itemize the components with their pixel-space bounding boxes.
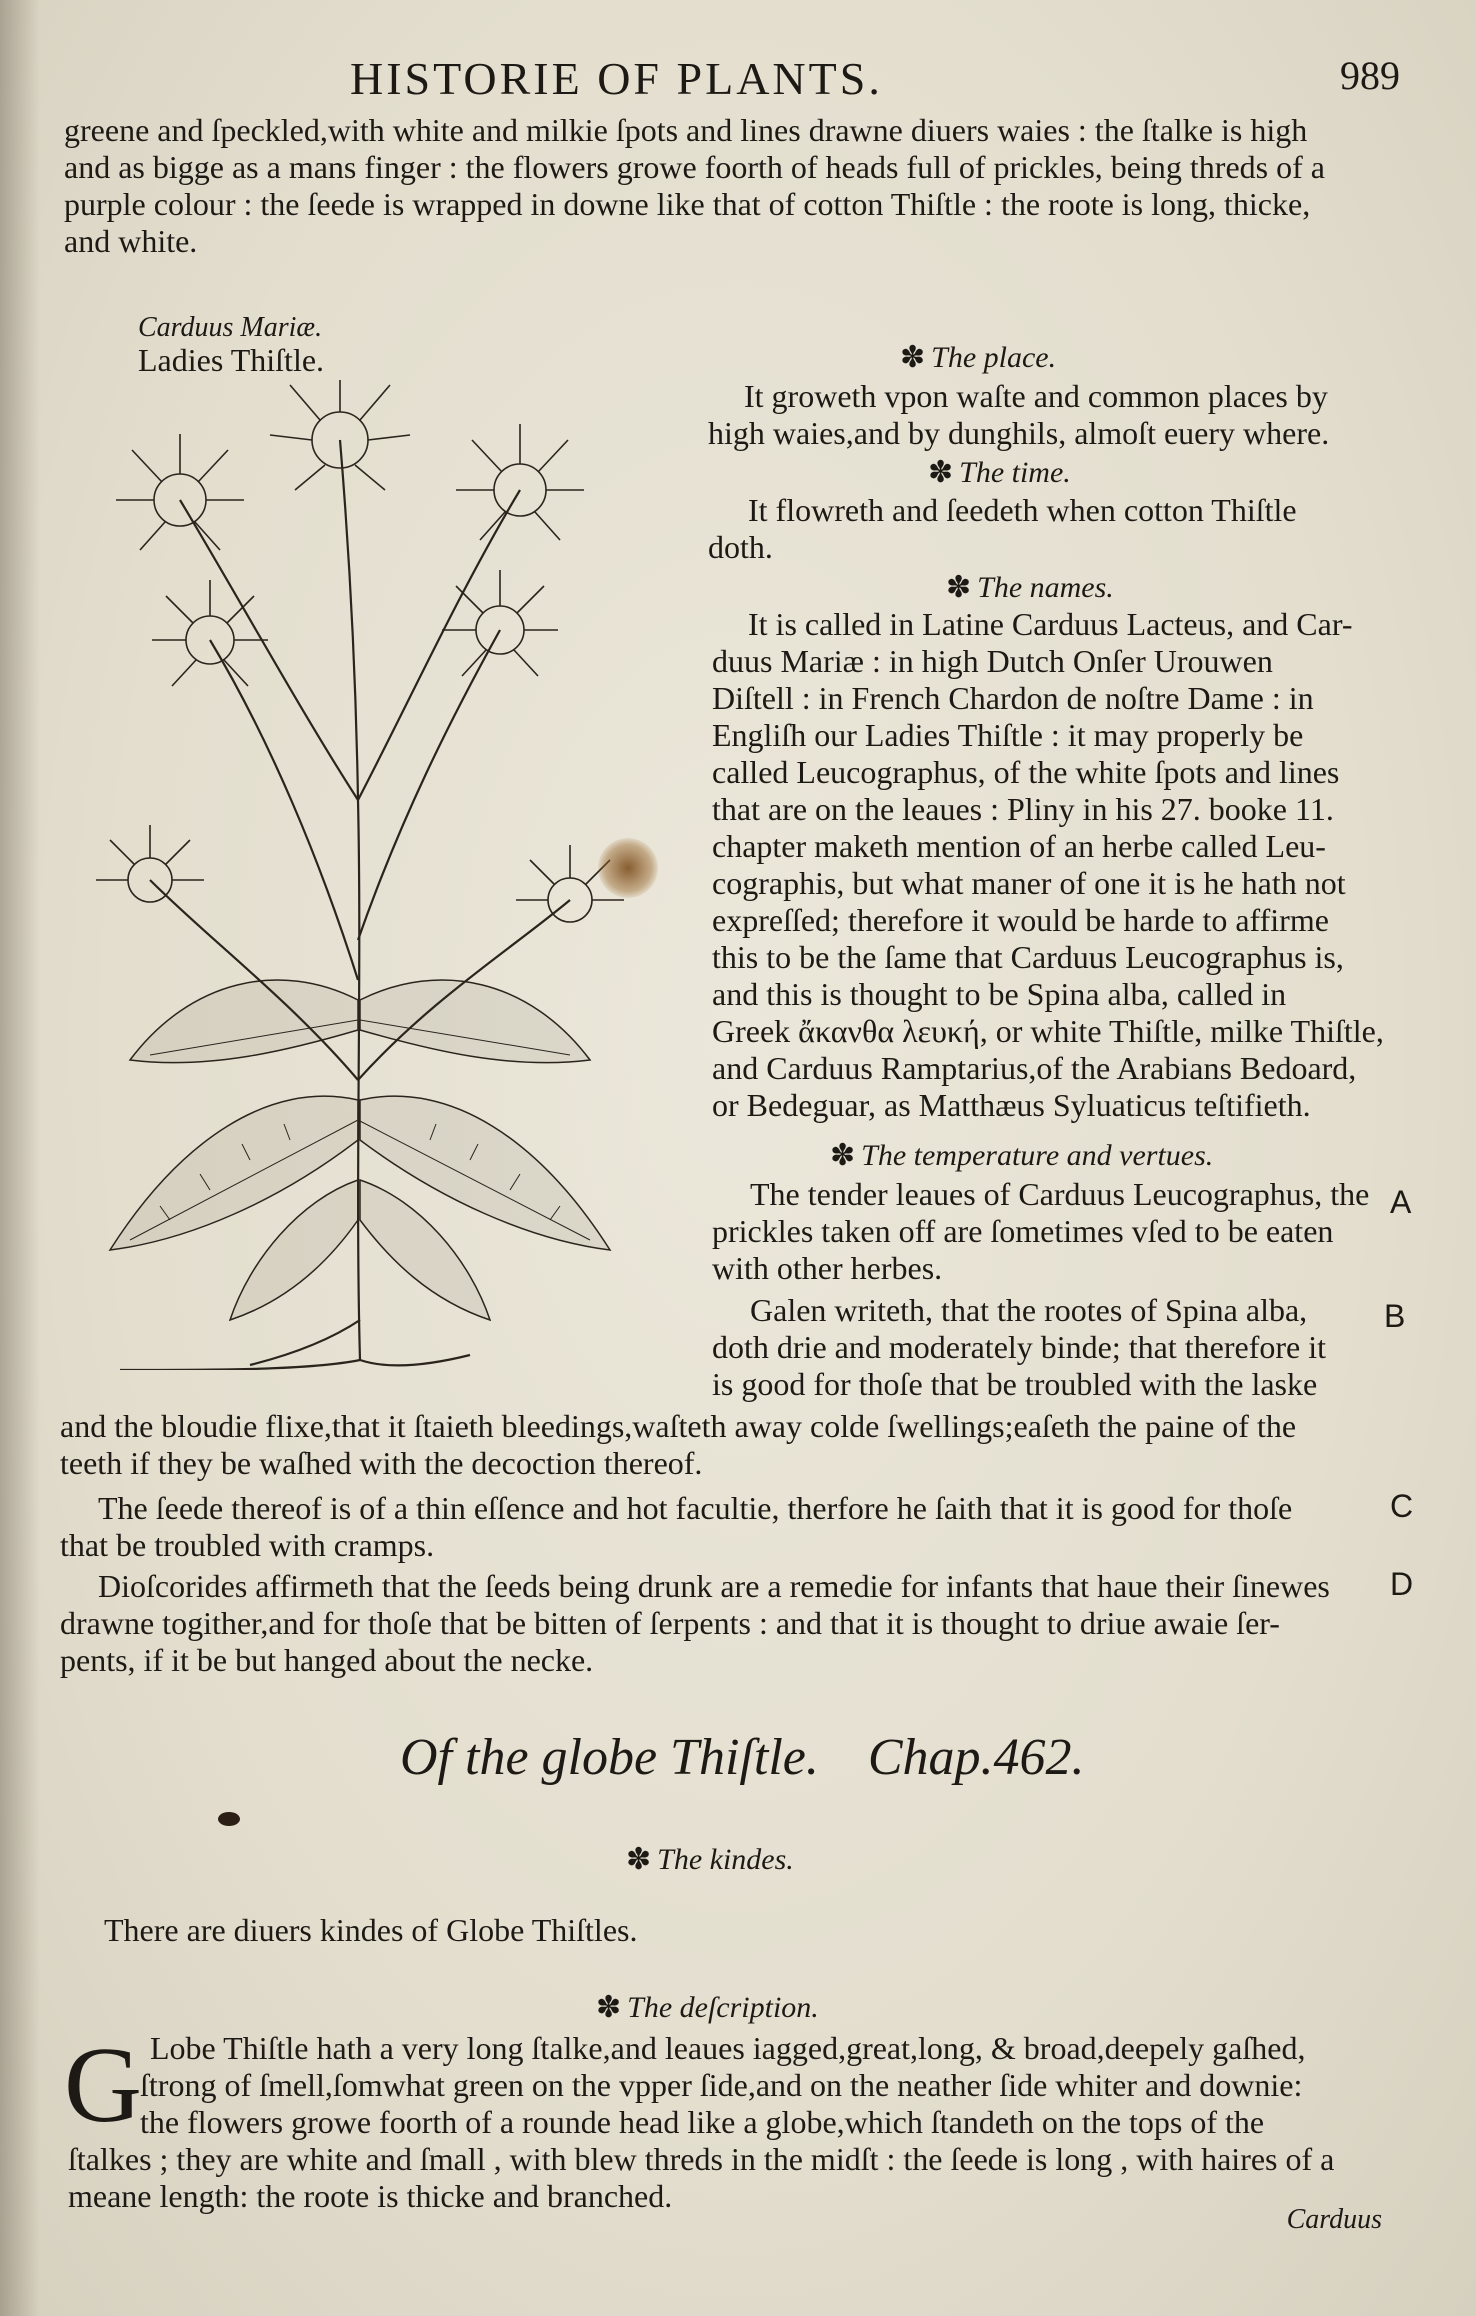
- body-line: teeth if they be waſhed with the decoction thereof.: [60, 1445, 703, 1481]
- chapter-heading: [400, 1728, 1085, 1787]
- temperature-line: doth drie and moderately binde; that therefore it: [712, 1329, 1326, 1365]
- ink-blot: [218, 1812, 240, 1826]
- heading-the-time: ✽ The time.: [928, 456, 1071, 489]
- chapter-title: Of the globe Thiſtle.: [400, 1729, 819, 1786]
- body-line: and the bloudie flixe,that it ſtaieth bleedings,waſteth away colde ſwellings;eaſeth the paine of the: [60, 1408, 1297, 1444]
- body-line: The ſeede thereof is of a thin eſſence and hot facultie, therfore he ſaith that it is good for thoſe: [98, 1490, 1293, 1526]
- running-title: HISTORIE OF PLANTS.: [350, 53, 883, 104]
- catchword: Carduus: [1286, 2204, 1382, 2235]
- names-line: It is called in Latine Carduus Lacteus, and Car-: [748, 606, 1353, 642]
- heading-the-kindes: ✽ The kindes.: [626, 1843, 794, 1876]
- temperature-line: prickles taken off are ſometimes vſed to be eaten: [712, 1213, 1334, 1249]
- body-line: that be troubled with cramps.: [60, 1527, 435, 1563]
- names-line: and Carduus Ramptarius,of the Arabians Bedoard,: [712, 1050, 1357, 1086]
- names-line: Engliſh our Ladies Thiſtle : it may properly be: [712, 717, 1304, 753]
- heading-the-names: ✽ The names.: [946, 571, 1114, 604]
- asterisk-ornament-icon: ✽: [900, 341, 926, 374]
- names-line: that are on the leaues : Pliny in his 27. booke 11.: [712, 791, 1334, 827]
- intro-line: purple colour : the ſeede is wrapped in downe like that of cotton Thiſtle : the roote is long, thicke,: [64, 186, 1311, 222]
- binding-shadow: [0, 0, 40, 2316]
- page-header: [60, 52, 1400, 112]
- intro-line: greene and ſpeckled,with white and milkie ſpots and lines drawne diuers waies : the ſtalke is high: [64, 112, 1308, 148]
- names-line: chapter maketh mention of an herbe called Leu-: [712, 828, 1326, 864]
- names-line: called Leucographus, of the white ſpots and lines: [712, 754, 1340, 790]
- description-line: the flowers growe foorth of a rounde head like a globe,which ſtandeth on the tops of the: [140, 2104, 1265, 2140]
- intro-line: and as bigge as a mans finger : the flowers growe foorth of heads full of prickles, being threds of a: [64, 149, 1325, 185]
- figure-caption-english: Ladies Thiſtle.: [138, 342, 325, 378]
- body-line: Dioſcorides affirmeth that the ſeeds being drunk are a remedie for infants that haue their ſinewes: [98, 1568, 1330, 1604]
- place-line: high waies,and by dunghils, almoſt euery where.: [708, 415, 1330, 451]
- names-line: cographis, but what maner of one it is he hath not: [712, 865, 1346, 901]
- description-line: Lobe Thiſtle hath a very long ſtalke,and leaues iagged,great,long, & broad,deepely gaſhed,: [150, 2030, 1306, 2066]
- intro-line: and white.: [64, 223, 198, 259]
- names-line: Diſtell : in French Chardon de noſtre Dame : in: [712, 680, 1314, 716]
- description-line: ſtalkes ; they are white and ſmall , with blew threds in the midſt : the ſeede is long , with haires of a: [68, 2141, 1335, 2177]
- body-line: drawne togither,and for thoſe that be bitten of ſerpents : and that it is thought to driue awaie ſer-: [60, 1605, 1280, 1641]
- temperature-line: with other herbes.: [712, 1250, 943, 1286]
- heading-the-description: ✽ The deſcription.: [596, 1991, 819, 2024]
- names-line: and this is thought to be Spina alba, called in: [712, 976, 1287, 1012]
- figure-caption-latin: Carduus Mariæ.: [138, 312, 323, 343]
- kindes-text: There are diuers kindes of Globe Thiſtles.: [104, 1912, 638, 1948]
- description-line: ſtrong of ſmell,ſomwhat green on the vpper ſide,and on the neather ſide whiter and downie:: [140, 2067, 1303, 2103]
- paper-stain: [598, 838, 658, 898]
- drop-cap: G: [64, 2026, 142, 2145]
- body-line: pents, if it be but hanged about the necke.: [60, 1642, 594, 1678]
- names-line: this to be the ſame that Carduus Leucographus is,: [712, 939, 1344, 975]
- place-line: It groweth vpon waſte and common places by: [744, 378, 1328, 414]
- names-line: or Bedeguar, as Matthæus Syluaticus teſtifieth.: [712, 1087, 1311, 1123]
- margin-letter-a: A: [1390, 1184, 1412, 1220]
- asterisk-ornament-icon: ✽: [596, 1991, 622, 2024]
- time-line: It flowreth and ſeedeth when cotton Thiſtle: [748, 492, 1297, 528]
- asterisk-ornament-icon: ✽: [830, 1139, 856, 1172]
- temperature-line: Galen writeth, that the rootes of Spina alba,: [750, 1292, 1308, 1328]
- thistle-woodcut-illustration: [70, 380, 650, 1370]
- time-line: doth.: [708, 529, 773, 565]
- asterisk-ornament-icon: ✽: [928, 456, 954, 489]
- names-line: duus Mariæ : in high Dutch Onſer Urouwen: [712, 643, 1273, 679]
- names-line: Greek ἄκανθα λευκή, or white Thiſtle, milke Thiſtle,: [712, 1013, 1384, 1049]
- asterisk-ornament-icon: ✽: [946, 571, 972, 604]
- margin-letter-c: C: [1390, 1488, 1414, 1524]
- margin-letter-b: B: [1384, 1298, 1406, 1334]
- margin-letter-d: D: [1390, 1566, 1414, 1602]
- chapter-number: Chap.462.: [867, 1729, 1085, 1786]
- heading-temperature-and-vertues: ✽ The temperature and vertues.: [830, 1139, 1214, 1172]
- asterisk-ornament-icon: ✽: [626, 1843, 652, 1876]
- names-line: expreſſed; therefore it would be harde to affirme: [712, 902, 1329, 938]
- page-number: 989: [1340, 53, 1400, 98]
- heading-the-place: ✽ The place.: [900, 341, 1057, 374]
- temperature-line: is good for thoſe that be troubled with the laske: [712, 1366, 1318, 1402]
- description-line: meane length: the roote is thicke and branched.: [68, 2178, 673, 2214]
- temperature-line: The tender leaues of Carduus Leucographus, the: [750, 1176, 1370, 1212]
